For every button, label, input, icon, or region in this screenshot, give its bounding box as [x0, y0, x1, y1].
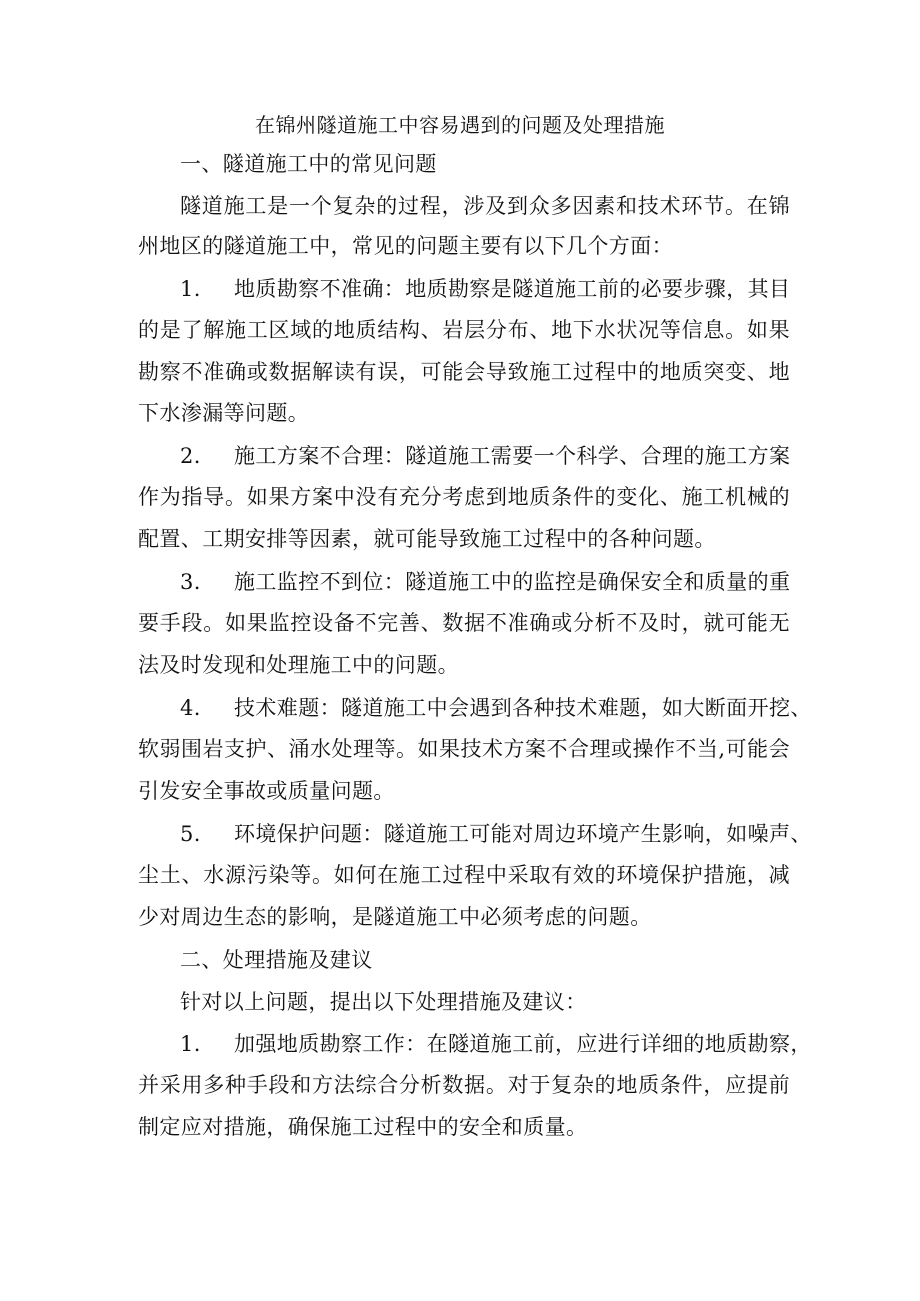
paragraph-line: 的是了解施工区域的地质结构、岩层分布、地下水状况等信息。如果 — [138, 318, 790, 342]
list-item-line — [180, 273, 790, 305]
list-number: 3. — [180, 570, 201, 594]
list-number: 1. — [180, 277, 201, 301]
paragraph-line: 少对周边生态的影响，是隧道施工中必须考虑的问题。 — [138, 905, 652, 929]
paragraph-line: 作为指导。如果方案中没有充分考虑到地质条件的变化、施工机械的 — [138, 485, 790, 509]
list-number: 5. — [180, 822, 201, 846]
section-heading-2: 二、处理措施及建议 — [180, 948, 373, 972]
list-item-line — [180, 818, 812, 850]
document-title: 在锦州隧道施工中容易遇到的问题及处理措施 — [255, 113, 665, 137]
list-item-text: 施工方案不合理：隧道施工需要一个科学、合理的施工方案 — [234, 444, 791, 468]
list-item-text: 施工监控不到位：隧道施工中的监控是确保安全和质量的重 — [234, 570, 791, 594]
section-heading-1: 一、隧道施工中的常见问题 — [180, 152, 437, 176]
paragraph-line: 隧道施工是一个复杂的过程，涉及到众多因素和技术环节。在锦 — [180, 194, 790, 218]
list-number: 2. — [180, 444, 201, 468]
paragraph-line: 并采用多种手段和方法综合分析数据。对于复杂的地质条件，应提前 — [138, 1073, 790, 1097]
paragraph-line: 引发安全事故或质量问题。 — [138, 779, 395, 803]
paragraph-line: 勘察不准确或数据解读有误，可能会导致施工过程中的地质突变、地 — [138, 360, 790, 384]
paragraph-line: 配置、工期安排等因素，就可能导致施工过程中的各种问题。 — [138, 527, 716, 551]
list-item-line — [180, 1028, 812, 1060]
list-item-line — [180, 440, 790, 472]
paragraph-line: 针对以上问题，提出以下处理措施及建议： — [180, 990, 587, 1014]
list-item-line — [180, 566, 790, 598]
list-number: 4. — [180, 696, 201, 720]
list-item-line — [180, 692, 812, 724]
paragraph-line: 法及时发现和处理施工中的问题。 — [138, 653, 459, 677]
paragraph-line: 制定应对措施，确保施工过程中的安全和质量。 — [138, 1115, 588, 1139]
paragraph-line: 尘土、水源污染等。如何在施工过程中采取有效的环境保护措施，减 — [138, 863, 790, 887]
paragraph-line: 要手段。如果监控设备不完善、数据不准确或分析不及时，就可能无 — [138, 611, 790, 635]
paragraph-line: 软弱围岩支护、涌水处理等。如果技术方案不合理或操作不当,可能会 — [138, 737, 790, 761]
list-item-text: 加强地质勘察工作：在隧道施工前，应进行详细的地质勘察， — [234, 1032, 812, 1056]
list-item-text: 技术难题：隧道施工中会遇到各种技术难题，如大断面开挖、 — [234, 696, 812, 720]
paragraph-line: 州地区的隧道施工中，常见的问题主要有以下几个方面： — [138, 234, 673, 258]
paragraph-line: 下水渗漏等问题。 — [138, 401, 310, 425]
list-item-text: 环境保护问题：隧道施工可能对周边环境产生影响，如噪声、 — [234, 822, 812, 846]
list-item-text: 地质勘察不准确：地质勘察是隧道施工前的必要步骤，其目 — [234, 277, 791, 301]
list-number: 1. — [180, 1032, 201, 1056]
